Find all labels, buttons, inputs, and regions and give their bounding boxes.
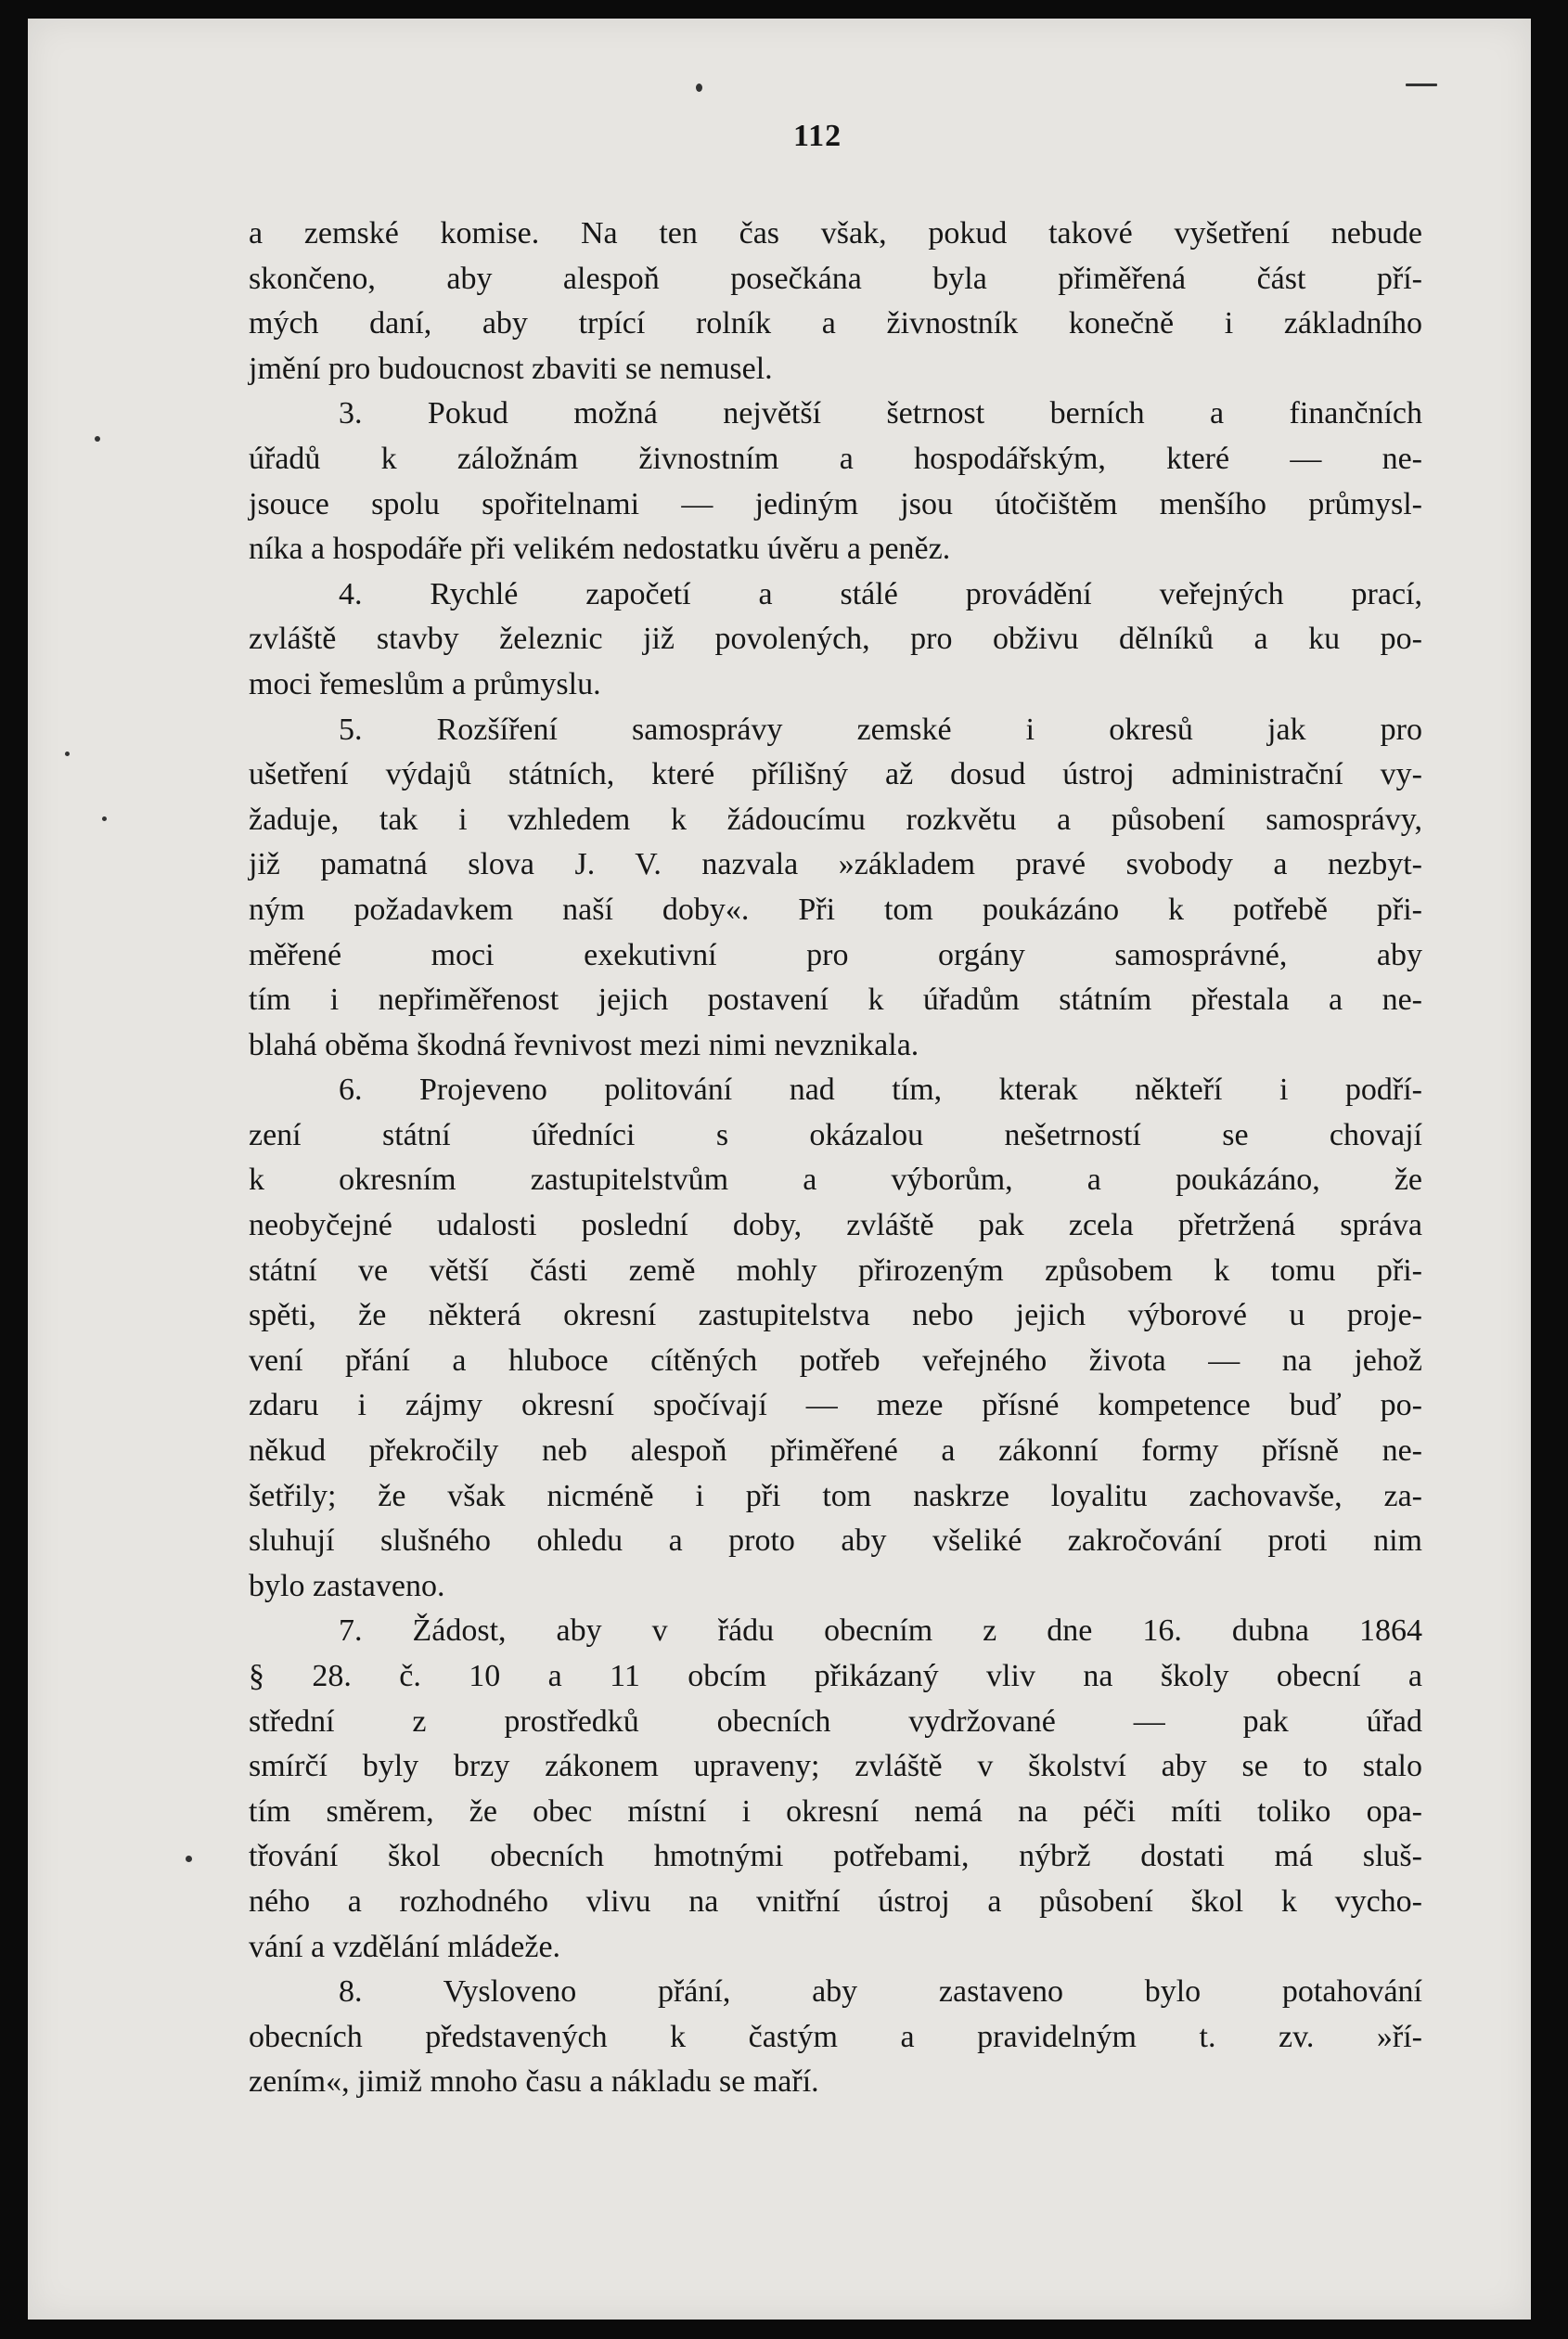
text-line: zením«, jimiž mnoho času a nákladu se maří. xyxy=(249,2064,819,2100)
text-line: ušetření výdajů státních, které přílišný až dosud ústroj administrační vy- xyxy=(249,757,1422,792)
text-line: zdaru i zájmy okresní spočívají — meze přísné kompetence buď po- xyxy=(249,1388,1422,1423)
text-line: bylo zastaveno. xyxy=(249,1568,445,1603)
text-line: moci řemeslům a průmyslu. xyxy=(249,666,601,701)
speck xyxy=(65,752,70,756)
text-line: již pamatná slova J. V. nazvala »základem pravé svobody a nezbyt- xyxy=(249,847,1422,882)
text-line: zvláště stavby železnic již povolených, pro obživu dělníků a ku po- xyxy=(249,622,1422,657)
text-line: 8. Vysloveno přání, aby zastaveno bylo potahování xyxy=(339,1974,1422,2010)
text-line: 3. Pokud možná největší šetrnost berních a finančních xyxy=(339,396,1422,431)
text-line: střední z prostředků obecních vydržované — pak úřad xyxy=(249,1703,1422,1739)
text-line: sluhují slušného ohledu a proto aby všeliké zakročování proti nim xyxy=(249,1523,1422,1559)
text-line: § 28. č. 10 a 11 obcím přikázaný vliv na školy obecní a xyxy=(249,1659,1422,1693)
text-line: státní ve větší části země mohly přirozeným způsobem k tomu při- xyxy=(249,1253,1422,1288)
text-line: tím i nepřiměřenost jejich postavení k úřadům státním přestala a ne- xyxy=(249,983,1422,1018)
text-line: 7. Žádost, aby v řádu obecním z dne 16. dubna 1864 xyxy=(339,1613,1422,1649)
text-line: mých daní, aby trpící rolník a živnostník konečně i základního xyxy=(249,306,1422,341)
text-line: a zemské komise. Na ten čas však, pokud takové vyšetření nebude xyxy=(249,216,1422,251)
text-line: vání a vzdělání mládeže. xyxy=(249,1929,561,1964)
text-line: jmění pro budoucnost zbaviti se nemusel. xyxy=(249,351,773,386)
speck xyxy=(696,84,702,92)
text-line: smírčí byly brzy zákonem upraveny; zvláště v školství aby se to stalo xyxy=(249,1749,1422,1784)
speck xyxy=(95,436,100,442)
speck xyxy=(186,1856,192,1862)
page-number: 112 xyxy=(793,119,842,153)
text-line: šetřily; že však nicméně i při tom naskrze loyalitu zachovavše, za- xyxy=(249,1478,1422,1513)
text-line: k okresním zastupitelstvům a výborům, a poukázáno, že xyxy=(249,1163,1422,1198)
speck xyxy=(1406,84,1437,86)
text-line: skončeno, aby alespoň posečkána byla přiměřená část pří- xyxy=(249,261,1422,296)
text-line: jsouce spolu spořitelnami — jediným jsou útočištěm menšího průmysl- xyxy=(249,486,1422,521)
text-line: 5. Rozšíření samosprávy zemské i okresů jak pro xyxy=(339,712,1422,747)
text-line: obecních představených k častým a pravidelným t. zv. »ří- xyxy=(249,2019,1422,2054)
text-line: někud překročily neb alespoň přiměřené a zákonní formy přísně ne- xyxy=(249,1433,1422,1469)
text-line: měřené moci exekutivní pro orgány samosprávné, aby xyxy=(249,937,1422,972)
text-line: vení přání a hluboce cítěných potřeb veřejného života — na jehož xyxy=(249,1343,1422,1378)
text-line: žaduje, tak i vzhledem k žádoucímu rozkvětu a působení samosprávy, xyxy=(249,802,1422,837)
text-line: třování škol obecních hmotnými potřebami, nýbrž dostati má sluš- xyxy=(249,1839,1422,1874)
text-line: 4. Rychlé započetí a stálé provádění veřejných prací, xyxy=(339,576,1422,611)
text-line: neobyčejné udalosti poslední doby, zvláště pak zcela přetržená správa xyxy=(249,1208,1422,1243)
text-line: zení státní úředníci s okázalou nešetrností se chovají xyxy=(249,1117,1422,1152)
text-line: ného a rozhodného vlivu na vnitřní ústroj a působení škol k vycho- xyxy=(249,1883,1422,1919)
text-line: spěti, že některá okresní zastupitelstva nebo jejich výborové u proje- xyxy=(249,1298,1422,1333)
text-line: 6. Projeveno politování nad tím, kterak někteří i podří- xyxy=(339,1073,1422,1108)
text-line: níka a hospodáře při velikém nedostatku úvěru a peněz. xyxy=(249,532,951,567)
text-line: ným požadavkem naší doby«. Při tom poukázáno k potřebě při- xyxy=(249,892,1422,927)
text-body xyxy=(249,212,1422,2105)
text-line: úřadů k záložnám živnostním a hospodářským, které — ne- xyxy=(249,441,1422,476)
text-line: blahá oběma škodná řevnivost mezi nimi nevznikala. xyxy=(249,1027,919,1062)
speck xyxy=(102,816,107,821)
text-line: tím směrem, že obec místní i okresní nemá na péči míti toliko opa- xyxy=(249,1793,1422,1829)
